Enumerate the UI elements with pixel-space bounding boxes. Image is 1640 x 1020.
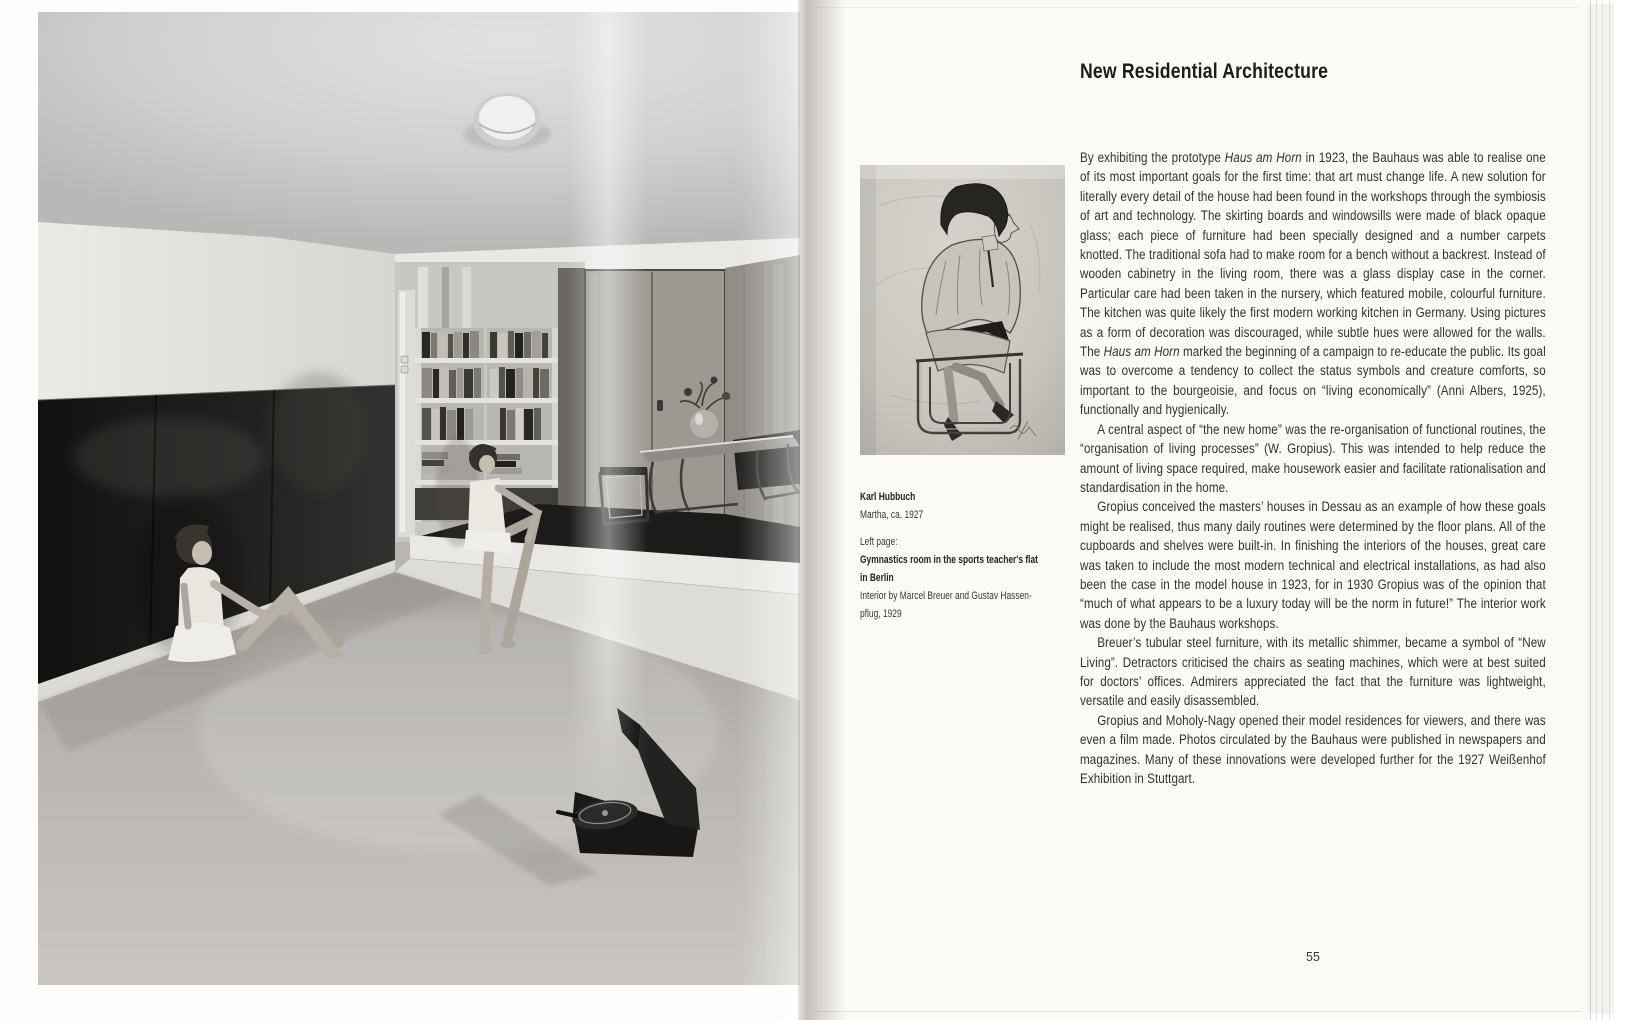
caption-left-page-title: in Berlin [860,572,894,584]
left-wall [38,222,395,400]
page-edge-line [1609,0,1610,1020]
gymnastics-room-photo [38,12,800,985]
page-number: 55 [1306,950,1320,964]
caption-artist: Karl Hubbuch [860,491,916,503]
page-top-edge [816,7,1580,8]
body-paragraph: Breuer’s tubular steel furniture, with its metallic shimmer, became a symbol of “New Living”. Detractors criticised the chairs as seating machines, which were at best suited for doctors’ offices. Admirers appreciated the fact that the furniture was lightweight, versatile and easily disassembled. [1080,635,1546,710]
body-paragraph: By exhibiting the prototype Haus am Horn in 1923, the Bauhaus was able to realise one of its most important goals for the first time: that art must change life. A new solution for literally every detail of the house had been found in the workshops through the symbiosis of art and technology. The skirting boards and windowsills were made of black opaque glass; each piece of furniture had been specially designed and a number carpets knotted. The traditional sofa had to make room for a bench without a backrest. Instead of wooden cabinetry in the living room, there was a glass display case in the corner. Particular care had been taken in the nursery, which featured mobile, colourful furniture. The kitchen was quite likely the first modern working kitchen in Germany. Using pictures as a form of decoration was discouraged, while subtle hues were allowed for the walls. The Haus am Horn marked the beginning of a campaign to re-educate the public. Its goal was to overcome a tendency to collect the status symbols and creature comforts, so important to the bourgeoisie, and focus on “living economically” (Anni Albers, 1925), functionally and hygienically. [1080,150,1546,419]
body-paragraph: A central aspect of “the new home” was the re-organisation of functional routines, the “organisation of living processes” (W. Gropius). This was intended to help reduce the amount of living space required, make housework easier and facilitate rationalisation and standardisation in the home. [1080,421,1546,496]
door-handle [657,400,663,411]
body-paragraph: Gropius conceived the masters’ houses in Dessau as an example of how these goals might be realised, thus many daily routines were determined by the floor plans. All of the cupboards and shelves were built-in. In finishing the interiors of the houses, great care was taken to include the most modern technical and electrical installations, as had also been the case in the model house in 1923, for in 1930 Gropius was of the opinion that “much of what appears to be a luxury today will be the norm in future!” The interior work was done by the Bauhaus workshops. [1080,499,1546,632]
mirror-reflection [462,267,471,331]
caption-credit: pflug, 1929 [860,608,902,620]
left-page [0,0,806,1020]
drawing-top-light [860,165,1065,179]
martha-drawing [860,165,1065,455]
mirror-reflection-dark [442,267,449,331]
panel-sheen [268,372,368,492]
drawing-edge-shade [860,165,876,455]
ceiling [38,12,800,254]
panel-sheen [73,417,263,497]
figure-caption [860,488,1071,623]
mirror-highlight [400,292,405,532]
body-text [1080,149,1546,789]
page-title: New Residential Architecture [1080,60,1329,83]
caption-gap [860,524,1071,533]
right-page [806,0,1588,1020]
ceiling-lamp [473,93,541,147]
caption-left-page-label: Left page: [860,536,898,548]
page-edge-line [1596,0,1597,1020]
right-page-stack [1588,4,1614,1014]
light-streak [568,12,648,812]
page-bottom-edge [814,1011,1582,1012]
caption-work: Martha, ca. 1927 [860,509,924,521]
body-paragraph: Gropius and Moholy-Nagy opened their model residences for viewers, and there was even a film made. Photos circulated by the Bauhaus were published in newspapers and magazines. Many of these innovations were developed further for the 1927 Weißenhof Exhibition in Stuttgart. [1080,712,1546,787]
caption-credit: Interior by Marcel Breuer and Gustav Hassen- [860,590,1032,602]
page-edge-line [1602,0,1603,1020]
gutter-streak [738,12,800,985]
caption-left-page-title: Gymnastics room in the sports teacher's flat [860,554,1038,566]
page-edge-line [1590,0,1591,1020]
mirror-reflection [418,267,428,331]
